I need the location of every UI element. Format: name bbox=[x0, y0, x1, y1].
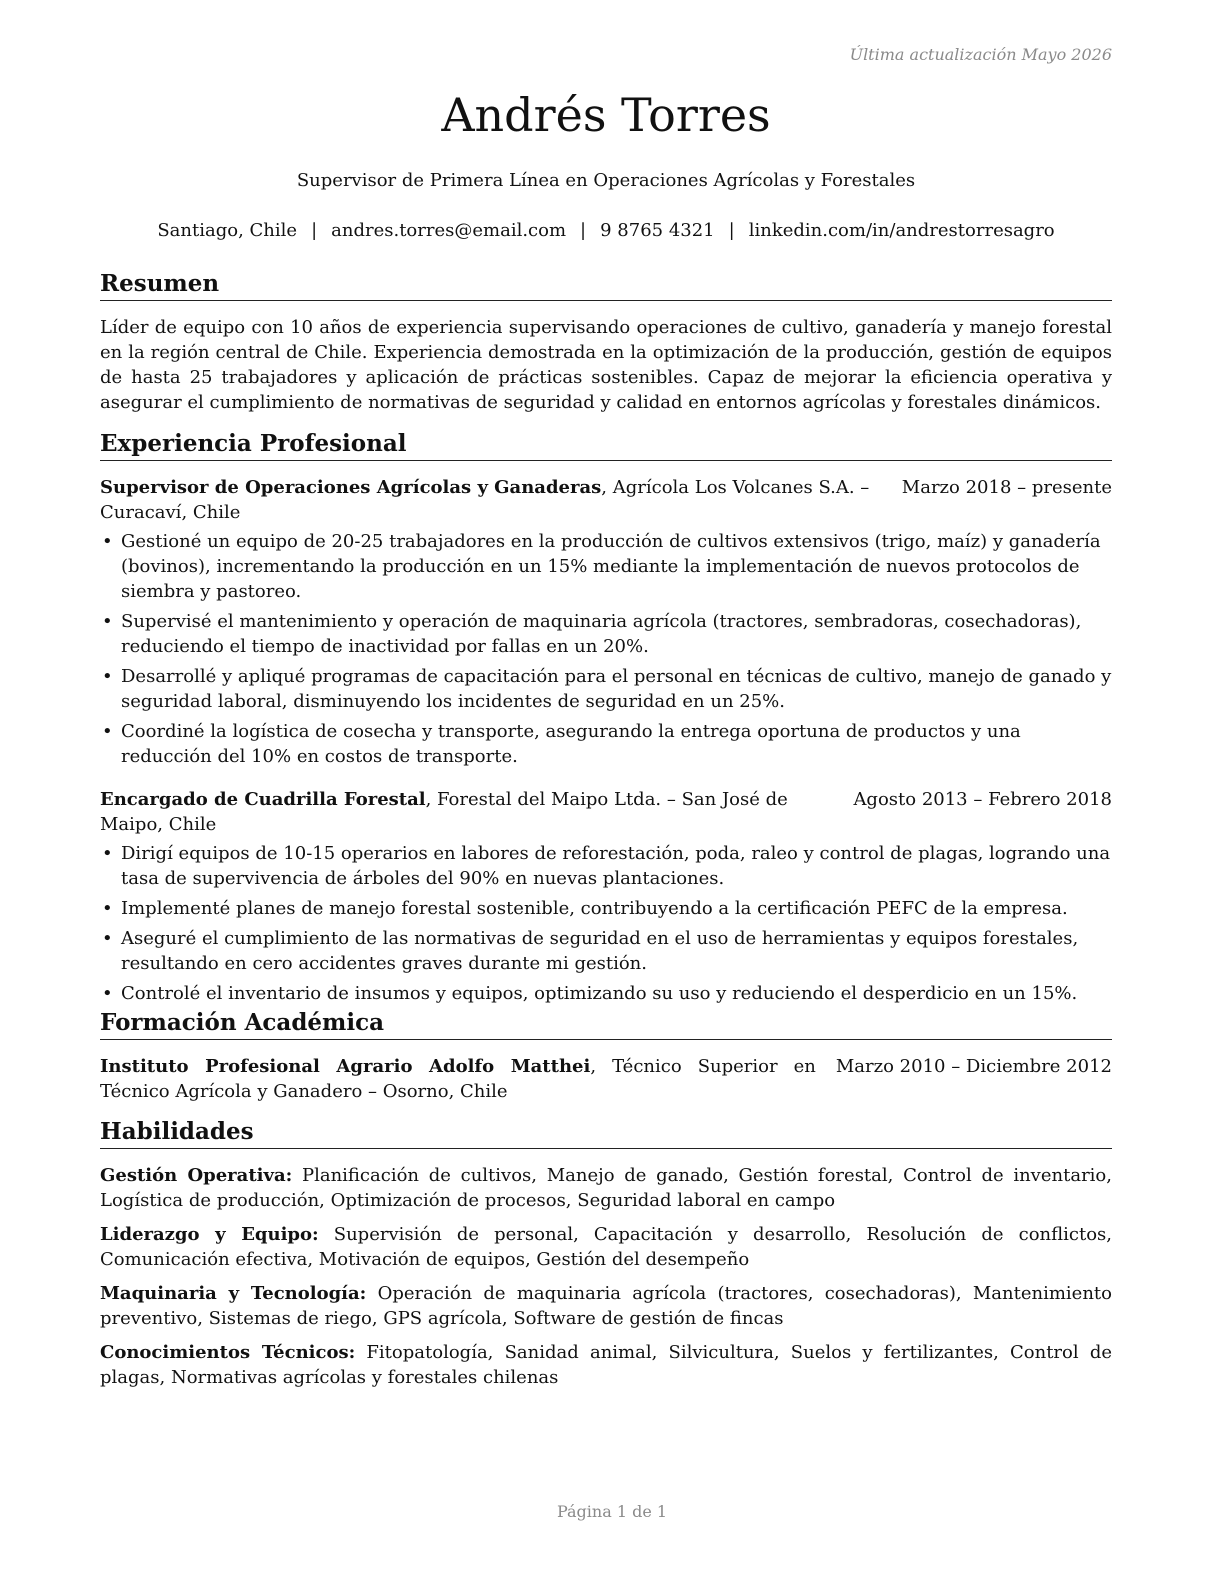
education-section bbox=[100, 1009, 1112, 1104]
contact-linkedin[interactable]: linkedin.com/in/andrestorresagro bbox=[748, 220, 1055, 241]
skill-text: Supervisión de personal, Capacitación y desarrollo, Resolución de conflictos, Comunicación efectiva, Motivación de equipos, Gestión del desempeño bbox=[100, 1223, 1112, 1270]
education-entry bbox=[100, 1054, 1112, 1104]
job-dates: Agosto 2013 – Febrero 2018 bbox=[853, 788, 1112, 810]
skills-list bbox=[100, 1163, 1112, 1390]
job-company: , Agrícola Los Volcanes S.A. – Curacaví, Chile bbox=[100, 476, 870, 523]
education-detail: , Técnico Superior en Técnico Agrícola y Ganadero – Osorno, Chile bbox=[100, 1055, 816, 1102]
skill-group bbox=[100, 1222, 1112, 1272]
section-title-experience: Experiencia Profesional bbox=[100, 430, 1112, 461]
skill-text: Operación de maquinaria agrícola (tractores, cosechadoras), Mantenimiento preventivo, Sistemas de riego, GPS agrícola, Software de gestión de fincas bbox=[100, 1282, 1112, 1329]
contact-separator: | bbox=[728, 220, 735, 241]
skill-text: Fitopatología, Sanidad animal, Silvicultura, Suelos y fertilizantes, Control de plagas, Normativas agrícolas y forestales chilenas bbox=[100, 1341, 1112, 1388]
education-dates: Marzo 2010 – Diciembre 2012 bbox=[835, 1055, 1112, 1077]
skill-label: Gestión Operativa: bbox=[100, 1164, 293, 1186]
job-header bbox=[100, 787, 1112, 837]
skill-label: Liderazgo y Equipo: bbox=[100, 1223, 319, 1245]
last-updated: Última actualización Mayo 2026 bbox=[849, 45, 1112, 64]
skills-section bbox=[100, 1118, 1112, 1399]
job-company: , Forestal del Maipo Ltda. – San José de Maipo, Chile bbox=[100, 788, 788, 835]
job-bullet: • Aseguré el cumplimiento de las normativas de seguridad en el uso de herramientas y equipos forestales, resultando en cero accidentes graves durante mi gestión. bbox=[100, 926, 1112, 976]
contact-separator: | bbox=[311, 220, 318, 241]
skill-group bbox=[100, 1163, 1112, 1213]
contact-location: Santiago, Chile bbox=[157, 220, 298, 241]
job-header bbox=[100, 475, 1112, 525]
summary-section bbox=[100, 270, 1112, 415]
job-bullet: • Desarrollé y apliqué programas de capacitación para el personal en técnicas de cultivo, manejo de ganado y seguridad laboral, disminuyendo los incidentes de seguridad en un 25%. bbox=[100, 664, 1112, 714]
job-dates: Marzo 2018 – presente bbox=[901, 476, 1112, 498]
contact-email[interactable]: andres.torres@email.com bbox=[331, 220, 567, 241]
education-institution: Instituto Profesional Agrario Adolfo Matthei bbox=[100, 1055, 591, 1077]
summary-text: Líder de equipo con 10 años de experiencia supervisando operaciones de cultivo, ganadería y manejo forestal en la región central de Chile. Experiencia demostrada en la optimización de la producción, gestión de equipos de hasta 25 trabajadores y aplicación de prácticas sostenibles. Capaz de mejorar la eficiencia operativa y asegurar el cumplimiento de normativas de seguridad y calidad en entornos agrícolas y forestales dinámicos. bbox=[100, 316, 1112, 413]
job-bullets bbox=[100, 841, 1112, 1006]
contact-phone: 9 8765 4321 bbox=[600, 220, 715, 241]
section-title-summary: Resumen bbox=[100, 270, 1112, 301]
skill-group bbox=[100, 1340, 1112, 1390]
skill-text: Planificación de cultivos, Manejo de ganado, Gestión forestal, Control de inventario, Logística de producción, Optimización de procesos, Seguridad laboral en campo bbox=[100, 1164, 1112, 1211]
job-entry bbox=[100, 475, 1112, 769]
job-bullet: • Dirigí equipos de 10-15 operarios en labores de reforestación, poda, raleo y control de plagas, logrando una tasa de supervivencia de árboles del 90% en nuevas plantaciones. bbox=[100, 841, 1112, 891]
candidate-name: Andrés Torres bbox=[441, 88, 771, 142]
contact-line bbox=[100, 220, 1112, 241]
job-bullet: • Gestioné un equipo de 20-25 trabajadores en la producción de cultivos extensivos (trigo, maíz) y ganadería (bovinos), incrementando la producción en un 15% mediante la implementación de nuevos protocolos de siembra y pastoreo. bbox=[100, 529, 1112, 604]
job-bullet: • Coordiné la logística de cosecha y transporte, asegurando la entrega oportuna de productos y una reducción del 10% en costos de transporte. bbox=[100, 719, 1112, 769]
job-role: Supervisor de Operaciones Agrícolas y Ganaderas bbox=[100, 476, 602, 498]
page-number: Página 1 de 1 bbox=[556, 1502, 668, 1521]
job-bullet: • Supervisé el mantenimiento y operación de maquinaria agrícola (tractores, sembradoras, cosechadoras), reduciendo el tiempo de inactividad por fallas en un 20%. bbox=[100, 609, 1112, 659]
section-title-skills: Habilidades bbox=[100, 1118, 1112, 1149]
skill-label: Conocimientos Técnicos: bbox=[100, 1341, 356, 1363]
experience-section bbox=[100, 430, 1112, 1011]
job-entry bbox=[100, 787, 1112, 1006]
section-title-education: Formación Académica bbox=[100, 1009, 1112, 1040]
candidate-title: Supervisor de Primera Línea en Operaciones Agrícolas y Forestales bbox=[296, 170, 916, 191]
job-role: Encargado de Cuadrilla Forestal bbox=[100, 788, 426, 810]
contact-separator: | bbox=[580, 220, 587, 241]
job-bullet: • Implementé planes de manejo forestal sostenible, contribuyendo a la certificación PEFC de la empresa. bbox=[100, 896, 1112, 921]
skill-label: Maquinaria y Tecnología: bbox=[100, 1282, 367, 1304]
job-bullets bbox=[100, 529, 1112, 769]
skill-group bbox=[100, 1281, 1112, 1331]
job-bullet: • Controlé el inventario de insumos y equipos, optimizando su uso y reduciendo el desperdicio en un 15%. bbox=[100, 981, 1112, 1006]
